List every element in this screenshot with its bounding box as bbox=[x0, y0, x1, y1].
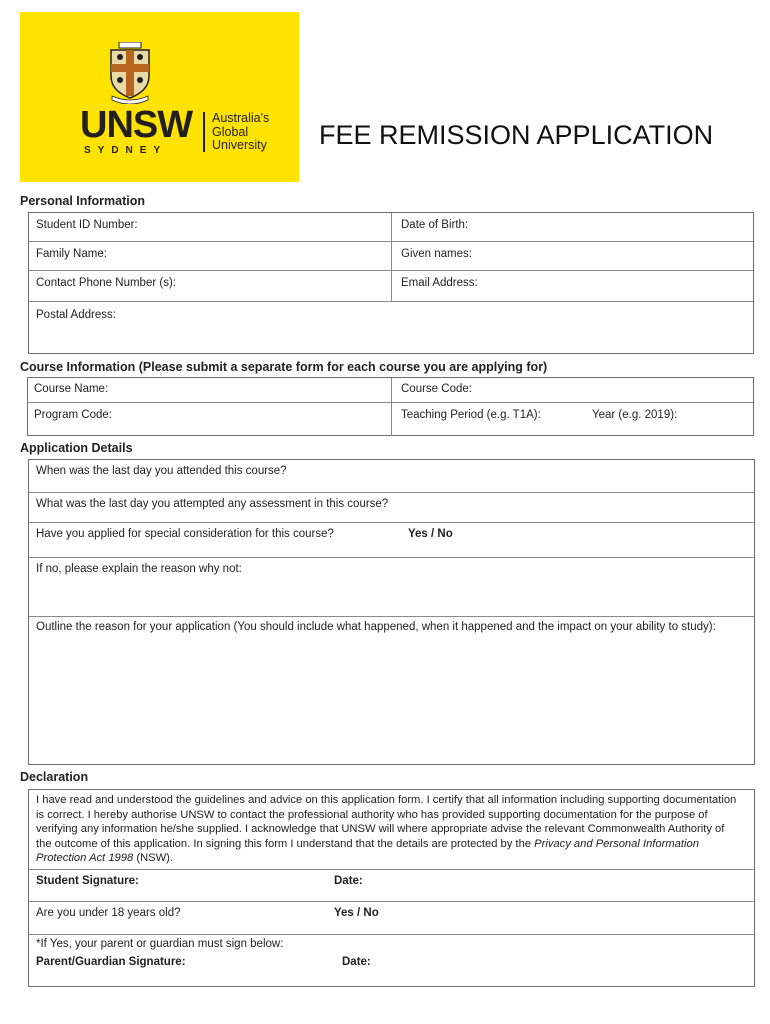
column-divider bbox=[391, 403, 392, 436]
special-consideration-yes-no[interactable]: Yes / No bbox=[408, 528, 453, 540]
unsw-crest-icon bbox=[108, 42, 152, 104]
email-field[interactable]: Email Address: bbox=[401, 277, 478, 289]
tagline-line-2: Global bbox=[212, 124, 249, 139]
personal-row-1 bbox=[29, 213, 753, 242]
program-code-field[interactable]: Program Code: bbox=[34, 409, 112, 421]
app-row-1 bbox=[29, 460, 754, 493]
last-attended-field[interactable]: When was the last day you attended this course? bbox=[36, 465, 287, 477]
declaration-text-row bbox=[29, 790, 754, 870]
declaration-heading: Declaration bbox=[20, 770, 89, 784]
course-info-heading: Course Information (Please submit a separate form for each course you are applying for) bbox=[20, 360, 548, 374]
student-signature-field[interactable]: Student Signature: bbox=[36, 875, 139, 887]
column-divider bbox=[391, 213, 392, 241]
student-date-field[interactable]: Date: bbox=[334, 875, 363, 887]
personal-row-4 bbox=[29, 302, 753, 354]
family-name-field[interactable]: Family Name: bbox=[36, 248, 107, 260]
special-consideration-question: Have you applied for special consideration for this course? bbox=[36, 528, 334, 540]
parent-date-field[interactable]: Date: bbox=[342, 956, 371, 968]
outline-reason-field[interactable]: Outline the reason for your application (You should include what happened, when it happened and the impact on your ability to study): bbox=[36, 621, 716, 633]
app-row-4 bbox=[29, 558, 754, 617]
explain-reason-field[interactable]: If no, please explain the reason why not: bbox=[36, 563, 242, 575]
column-divider bbox=[391, 271, 392, 301]
tagline-line-1: Australia's bbox=[212, 111, 270, 125]
declaration-text-main: I have read and understood the guidelines and advice on this application form. I certify that all information including supporting documentation is correct. I hereby authorise UNSW to contact the professional authority who has provided supporting documentation for the purpose of verifying any information he/she supplied. I acknowledge that UNSW will where appropriate advise the relevant Commonwealth Authority of the outcome of this application. In signing this form I understand that the details are protected by the bbox=[36, 794, 737, 850]
app-row-3 bbox=[29, 523, 754, 558]
teaching-period-field[interactable]: Teaching Period (e.g. T1A): bbox=[401, 409, 541, 421]
postal-address-field[interactable]: Postal Address: bbox=[36, 309, 116, 321]
student-id-field[interactable]: Student ID Number: bbox=[36, 219, 138, 231]
under-18-yes-no[interactable]: Yes / No bbox=[334, 907, 379, 919]
personal-info-heading: Personal Information bbox=[20, 194, 146, 208]
course-name-field[interactable]: Course Name: bbox=[34, 383, 109, 395]
parent-sign-note: *If Yes, your parent or guardian must sign below: bbox=[36, 938, 284, 950]
parent-signature-row bbox=[29, 935, 754, 987]
logo-divider bbox=[203, 112, 205, 152]
sydney-wordmark: SYDNEY bbox=[84, 145, 168, 156]
phone-field[interactable]: Contact Phone Number (s): bbox=[36, 277, 176, 289]
dob-field[interactable]: Date of Birth: bbox=[401, 219, 469, 231]
under-18-row bbox=[29, 902, 754, 935]
privacy-act-name: Privacy and Personal Information Protection Act 1998 bbox=[36, 837, 699, 864]
page-title: FEE REMISSION APPLICATION bbox=[319, 120, 714, 150]
declaration-table bbox=[28, 789, 755, 987]
unsw-wordmark: UNSW bbox=[80, 104, 193, 146]
declaration-text-end: (NSW). bbox=[133, 852, 174, 864]
application-details-heading: Application Details bbox=[20, 441, 133, 455]
student-signature-row bbox=[29, 870, 754, 902]
unsw-logo bbox=[20, 12, 299, 182]
course-row-1 bbox=[28, 378, 753, 403]
personal-row-3 bbox=[29, 271, 753, 302]
course-info-table bbox=[27, 377, 754, 436]
personal-row-2 bbox=[29, 242, 753, 271]
under-18-question: Are you under 18 years old? bbox=[36, 907, 181, 919]
personal-info-table bbox=[28, 212, 754, 354]
application-details-table bbox=[28, 459, 755, 765]
course-row-2 bbox=[28, 403, 753, 436]
column-divider bbox=[391, 378, 392, 402]
parent-signature-field[interactable]: Parent/Guardian Signature: bbox=[36, 956, 186, 968]
app-row-2 bbox=[29, 493, 754, 523]
column-divider bbox=[391, 242, 392, 270]
tagline-line-3: University bbox=[212, 138, 267, 152]
declaration-text bbox=[36, 793, 741, 866]
year-field[interactable]: Year (e.g. 2019): bbox=[592, 409, 678, 421]
app-row-5 bbox=[29, 617, 754, 765]
logo-tagline bbox=[212, 112, 269, 153]
course-code-field[interactable]: Course Code: bbox=[401, 383, 472, 395]
last-assessment-field[interactable]: What was the last day you attempted any assessment in this course? bbox=[36, 498, 389, 510]
given-names-field[interactable]: Given names: bbox=[401, 248, 472, 260]
